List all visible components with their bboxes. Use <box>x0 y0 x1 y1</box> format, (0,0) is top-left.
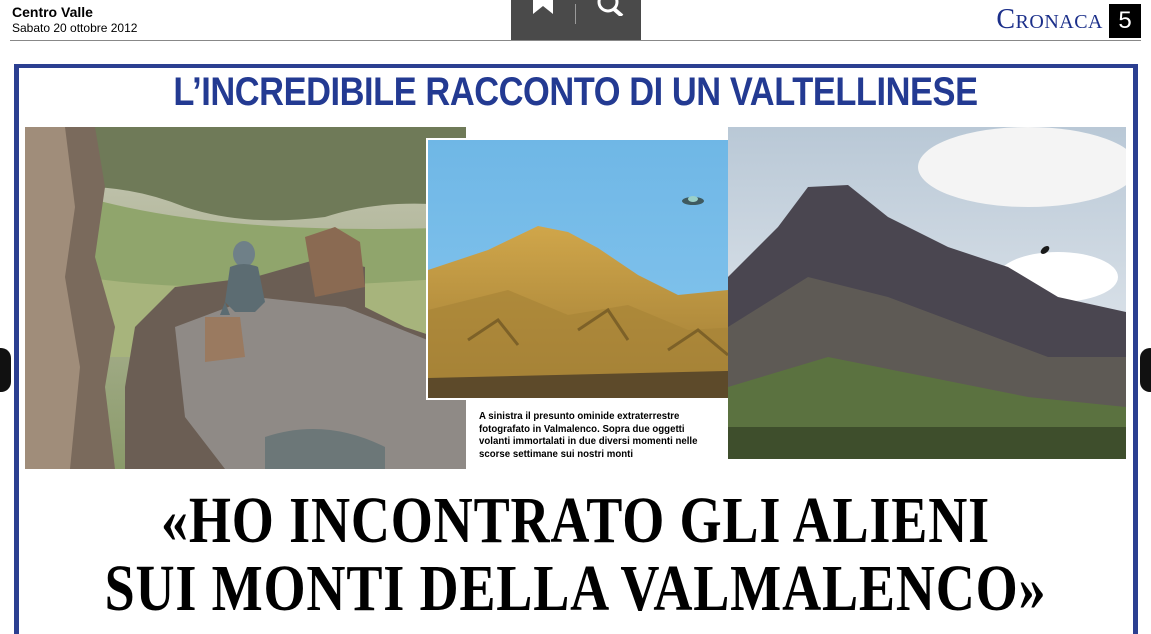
photo-golden-peak-ufo <box>426 138 772 400</box>
bookmark-icon <box>531 0 555 14</box>
section-title: Cronaca <box>996 4 1103 35</box>
bookmark-button[interactable] <box>511 0 575 40</box>
search-icon <box>596 0 626 16</box>
search-button[interactable] <box>576 0 640 40</box>
header-rule <box>10 40 1141 41</box>
publication-date: Sabato 20 ottobre 2012 <box>12 21 138 35</box>
headline-line-1: «HO INCONTRATO GLI ALIENI <box>161 484 990 557</box>
photo-caption: A sinistra il presunto ominide extraterrestre fotografato in Valmalenco. Sopra due oggetti volanti immortalati in due diversi momenti nelle scorse settimane sui nostri monti <box>479 410 698 460</box>
publication-name: Centro Valle <box>12 4 93 20</box>
top-bar <box>0 0 1151 42</box>
previous-page-arrow[interactable] <box>0 348 11 392</box>
headline-line-2: SUI MONTI DELLA VALMALENCO» <box>104 552 1047 625</box>
next-page-arrow[interactable] <box>1140 348 1151 392</box>
reader-toolbar <box>511 0 641 40</box>
page-number: 5 <box>1109 4 1141 38</box>
photo-dark-mountain-ufo <box>728 127 1126 459</box>
photo-alien-on-rocks <box>25 127 466 469</box>
article-kicker: L’INCREDIBILE RACCONTO DI UN VALTELLINESE <box>173 70 978 114</box>
